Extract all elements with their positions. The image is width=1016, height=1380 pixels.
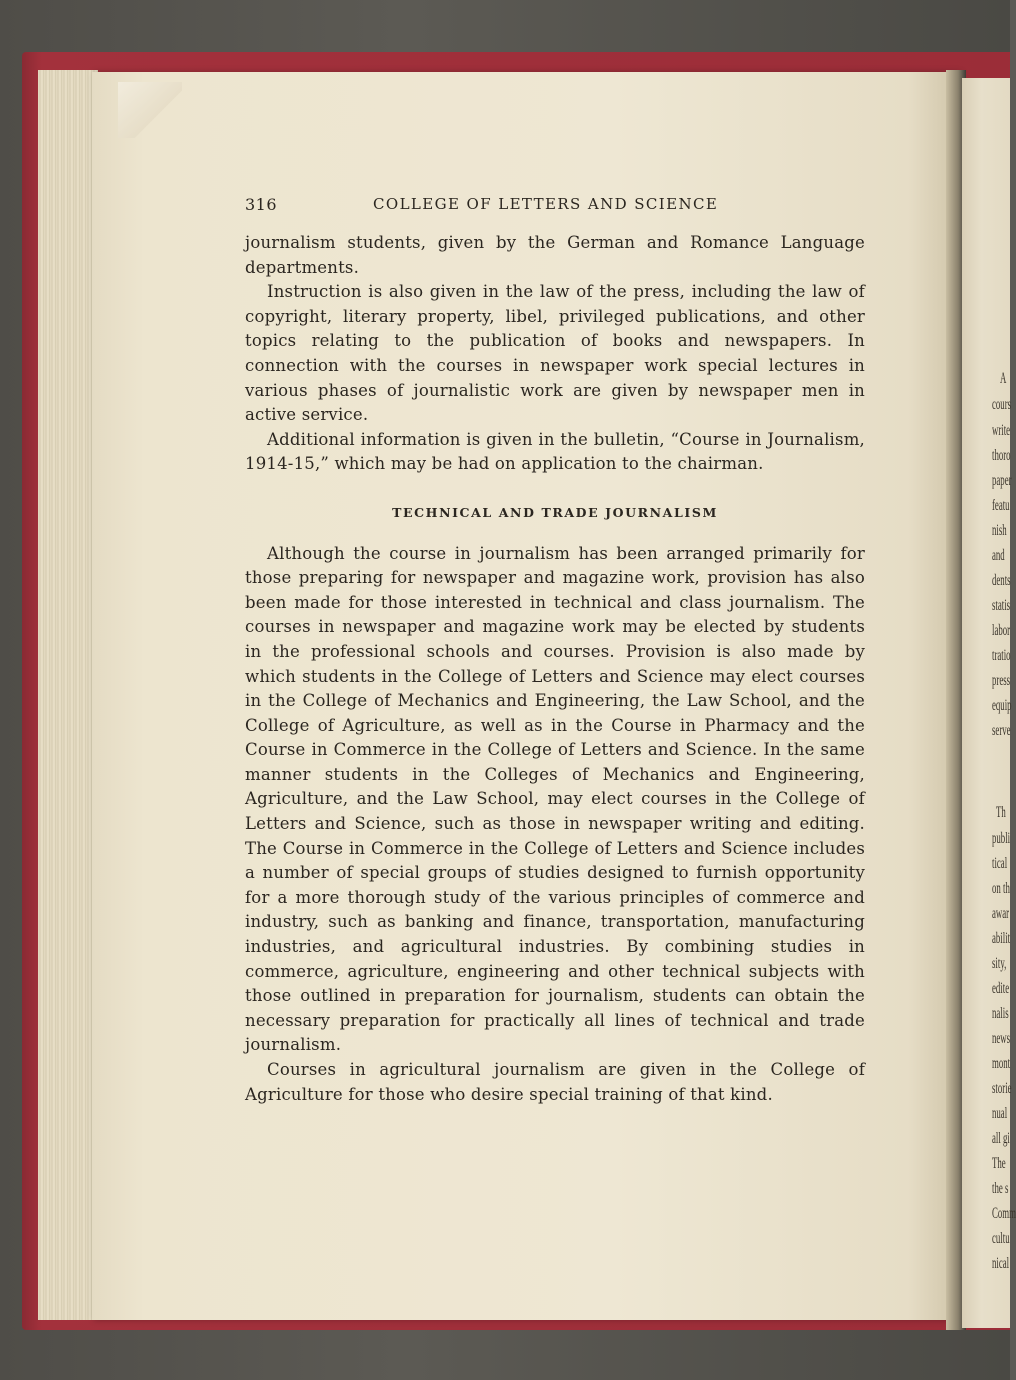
facing-page-fragment: edite <box>992 980 1010 997</box>
facing-page-fragment: all gi <box>992 1130 1010 1147</box>
facing-page-fragment: statis <box>992 597 1011 614</box>
facing-page-fragment: sity, <box>992 955 1007 972</box>
facing-page-fragment: equip <box>992 697 1012 714</box>
facing-page-fragment: Th <box>996 804 1006 821</box>
paragraph: Additional information is given in the bulletin, “Course in Journalism, 1914-15,” which may be had on application to the chairman. <box>245 429 865 474</box>
facing-page-fragment: labor <box>992 622 1011 639</box>
page-number: 316 <box>245 195 278 214</box>
facing-page-fragment: serve <box>992 722 1011 739</box>
facing-page-fragment: the s <box>992 1180 1009 1197</box>
facing-page-fragment: A <box>1000 370 1007 387</box>
paragraph: Courses in agricultural journalism are given in the College of Agriculture for those who desire special training of that kind. <box>245 1060 865 1104</box>
page-text-block <box>245 185 865 1107</box>
page-edges <box>38 70 98 1320</box>
section-heading: TECHNICAL AND TRADE JOURNALISM <box>392 504 718 520</box>
facing-page-fragment: news <box>992 1030 1011 1047</box>
facing-page-fragment: thoro <box>992 447 1011 464</box>
facing-page-fragment: and <box>992 547 1005 564</box>
facing-page-fragment: publi <box>992 830 1011 847</box>
facing-page-fragment: featu <box>992 497 1010 514</box>
facing-page-edge <box>962 78 1016 1328</box>
facing-page-fragment: mont <box>992 1055 1011 1072</box>
facing-page-fragment: awar <box>992 905 1010 922</box>
facing-page-fragment: nual <box>992 1105 1008 1122</box>
facing-page-fragment: abilit <box>992 930 1011 947</box>
running-head <box>245 185 865 219</box>
paragraph: Although the course in journalism has been arranged primarily for those preparing for newspaper and magazine work, provision has also been made for those interested in technical and class journalism. The courses in newspaper and magazine work may be elected by students in the professional schools and courses. Provision is also made by which students in the College of Letters and Science may elect courses in the College of Mechanics and Engineering, the Law School, and the College of Agriculture, as well as in the Course in Pharmacy and the Course in Commerce in the College of Letters and Science. In the same manner students in the Colleges of Mechanics and Engineering, Agriculture, and the Law School, may elect courses in the College of Letters and Science, such as those in newspaper writing and editing. The Course in Commerce in the College of Letters and Science includes a number of special groups of studies designed to furnish opportunity for a more thorough study of the various principles of commerce and industry, such as banking and finance, transportation, manufacturing industries, and agricultural industries. By combining studies in commerce, agriculture, engineering and other technical subjects with those outlined in preparation for journalism, students can obtain the necessary preparation for practically all lines of technical and trade journalism. <box>245 543 865 1055</box>
page-corner-fold <box>118 82 182 138</box>
facing-page-fragment: on th <box>992 880 1010 897</box>
facing-page-fragment: tratio <box>992 647 1011 664</box>
facing-page-fragment: storie <box>992 1080 1012 1097</box>
facing-page-fragment: nical <box>992 1255 1010 1272</box>
facing-page-fragment: write <box>992 422 1011 439</box>
facing-page-fragment: nish <box>992 522 1007 539</box>
paragraph: journalism students, given by the German and Romance Language departments. <box>245 233 865 277</box>
body-text <box>245 231 865 1107</box>
facing-page-fragment: paper <box>992 472 1012 489</box>
facing-page-fragment: The <box>992 1155 1006 1172</box>
facing-page-fragment: press <box>992 672 1011 689</box>
paragraph: Instruction is also given in the law of the press, including the law of copyright, literary property, libel, privileged publications, and other topics relating to the publication of books and newspapers. In connection with the courses in newspaper work special lectures in various phases of journalistic work are given by newspaper men in active service. <box>245 282 865 425</box>
running-title: COLLEGE OF LETTERS AND SCIENCE <box>373 195 719 213</box>
facing-page-fragment: nalis <box>992 1005 1009 1022</box>
facing-page-fragment: cours <box>992 396 1012 413</box>
facing-page-fragment: cultu <box>992 1230 1010 1247</box>
facing-page-fragment: tical <box>992 855 1008 872</box>
facing-page-fragment: dents <box>992 572 1011 589</box>
facing-page-fragment: Comm <box>992 1205 1016 1222</box>
